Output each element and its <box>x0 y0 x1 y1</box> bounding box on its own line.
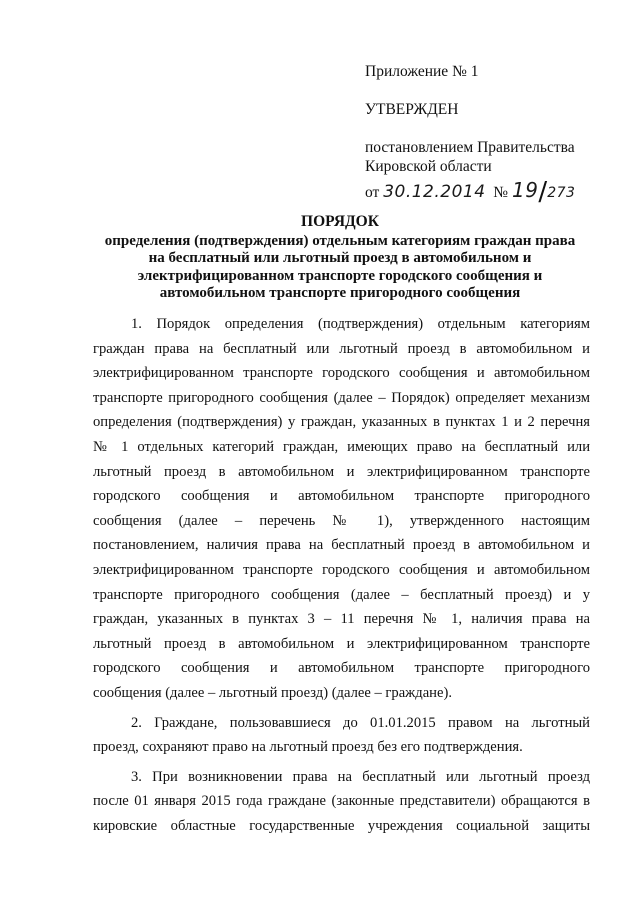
text-line: 1. Порядок определения (подтверждения) отдельным категориям <box>131 316 590 332</box>
paragraph-3 <box>93 765 590 839</box>
number-label: № <box>493 184 509 201</box>
text-line: проезд, сохраняют право на льготный проезд без его подтверждения. <box>93 739 523 756</box>
text-line: транспорте пригородного сообщения (далее – бесплатный проезд) и у <box>93 586 590 603</box>
text-line: определения (подтверждения) у граждан, указанных в пунктах 1 и 2 перечня <box>93 414 590 431</box>
text-line: № 1 отдельных категорий граждан, имеющих право на бесплатный или <box>93 438 590 455</box>
paragraph-2 <box>93 711 590 760</box>
appendix-label: Приложение № 1 <box>365 63 479 80</box>
document-title-block <box>60 213 620 303</box>
from-label: от <box>365 184 380 201</box>
text-line: после 01 января 2015 года граждане (законные представители) обращаются в <box>93 793 590 810</box>
document-title: ПОРЯДОК <box>301 213 379 230</box>
text-line: сообщения (далее – льготный проезд) (далее – граждане). <box>93 684 452 701</box>
text-line: льготный проезд в автомобильном и электрифицированном транспорте <box>93 635 590 652</box>
text-line: постановлением, наличия права на бесплатный проезд в автомобильном и <box>93 537 590 554</box>
approved-label: УТВЕРЖДЕН <box>365 101 459 118</box>
handwritten-date: 30.12.2014 <box>383 182 486 202</box>
title-line: определения (подтверждения) отдельным категориям граждан права <box>104 232 576 249</box>
title-line: автомобильном транспорте пригородного сообщения <box>159 285 521 301</box>
text-line: электрифицированном транспорте городского сообщения и автомобильном <box>93 561 590 578</box>
text-line: сообщения (далее – перечень № 1), утвержденного настоящим <box>93 512 590 529</box>
text-line: граждан, указанных в пунктах 3 – 11 перечня № 1, наличия права на <box>93 611 590 628</box>
paragraph-1 <box>93 312 590 706</box>
text-line: транспорте пригородного сообщения (далее – Порядок) определяет механизм <box>93 389 590 406</box>
resolution-line-1: постановлением Правительства <box>365 139 575 156</box>
approval-block <box>365 62 625 207</box>
resolution-date-number <box>365 176 625 207</box>
text-line: городского сообщения и автомобильном транспорте пригородного <box>93 660 590 677</box>
fraction-slash: / <box>538 177 548 207</box>
text-line: кировские областные государственные учреждения социальной защиты <box>93 817 590 834</box>
text-line: электрифицированном транспорте городского сообщения и автомобильном <box>93 365 590 382</box>
text-line: городского сообщения и автомобильном транспорте пригородного <box>93 488 590 505</box>
text-line: 3. При возникновении права на бесплатный или льготный проезд <box>131 768 590 785</box>
handwritten-number-b: 273 <box>547 185 576 201</box>
text-line: 2. Граждане, пользовавшиеся до 01.01.2015 правом на льготный <box>131 714 590 731</box>
handwritten-number-a: 19 <box>511 178 539 202</box>
resolution-line-2: Кировской области <box>365 158 492 175</box>
text-line: льготный проезд в автомобильном и электрифицированном транспорте <box>93 463 590 480</box>
title-line: на бесплатный или льготный проезд в автомобильном и <box>148 250 532 266</box>
title-line: электрифицированном транспорте городского сообщения и <box>137 267 543 284</box>
text-line: граждан права на бесплатный или льготный проезд в автомобильном и <box>93 340 590 357</box>
document-body <box>93 312 590 838</box>
